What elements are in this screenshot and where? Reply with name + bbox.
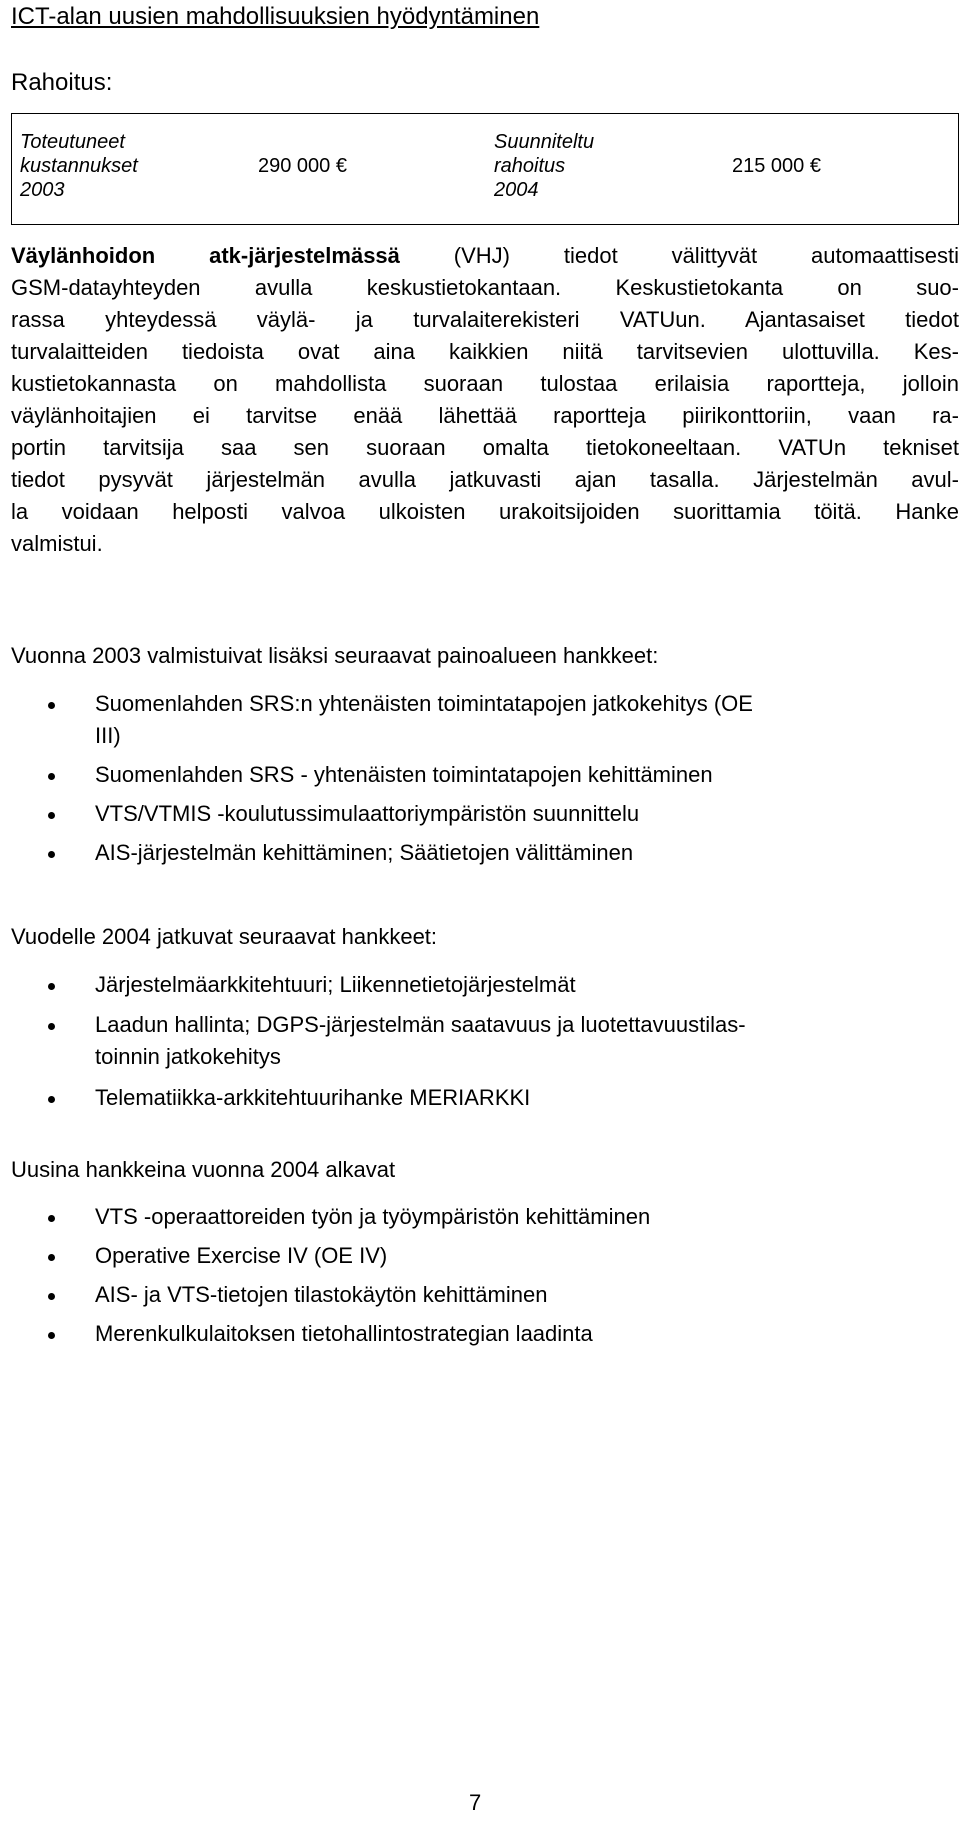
list-item: VTS/VTMIS -koulutussimulaattoriympäristön suunnittelu: [11, 798, 959, 830]
planned-funding-value: 215 000 €: [732, 155, 821, 177]
list-item: AIS- ja VTS-tietojen tilastokäytön kehittäminen: [11, 1279, 959, 1311]
bullet-icon: [48, 1215, 55, 1222]
paragraph-line: tiedot pysyvät järjestelmän avulla jatkuvasti ajan tasalla. Järjestelmän avul-: [11, 467, 959, 492]
section-2004-continue-list: [11, 969, 959, 1114]
list-item: Suomenlahden SRS:n yhtenäisten toimintatapojen jatkokehitys (OE III): [11, 688, 959, 752]
bullet-icon: [48, 702, 55, 709]
list-item: Järjestelmäarkkitehtuuri; Liikennetietojärjestelmät: [11, 969, 959, 1001]
paragraph-line: valmistui.: [11, 531, 103, 556]
section-2003-heading: Vuonna 2003 valmistuivat lisäksi seuraavat painoalueen hankkeet:: [11, 643, 659, 668]
list-item: VTS -operaattoreiden työn ja työympäristön kehittäminen: [11, 1201, 959, 1233]
paragraph-line: GSM-datayhteyden avulla keskustietokantaan. Keskustietokanta on suo-: [11, 275, 959, 300]
vhj-paragraph: [11, 240, 959, 560]
paragraph-line: kustietokannasta on mahdollista suoraan tulostaa erilaisia raportteja, jolloin: [11, 371, 959, 396]
paragraph-line: turvalaitteiden tiedoista ovat aina kaikkien niitä tarvitsevien ulottuvilla. Kes-: [11, 339, 959, 364]
realized-costs-label: Toteutuneet kustannukset 2003: [20, 131, 138, 201]
section-2004-new-list: [11, 1201, 959, 1350]
bullet-icon: [48, 773, 55, 780]
paragraph-line: rassa yhteydessä väylä- ja turvalaiterekisteri VATUun. Ajantasaiset tiedot: [11, 307, 959, 332]
planned-funding-label: Suunniteltu rahoitus 2004: [494, 131, 595, 201]
section-2004-continue-heading: Vuodelle 2004 jatkuvat seuraavat hankkeet:: [11, 924, 438, 949]
paragraph-line: väylänhoitajien ei tarvitse enää lähettää raportteja piirikonttoriin, vaan ra-: [11, 403, 959, 428]
list-item: Laadun hallinta; DGPS-järjestelmän saatavuus ja luotettavuustilas- toinnin jatkokehitys: [11, 1009, 959, 1073]
page-number: 7: [469, 1790, 482, 1815]
funding-table: [11, 113, 959, 225]
list-item: AIS-järjestelmän kehittäminen; Säätietojen välittäminen: [11, 837, 959, 869]
bullet-icon: [48, 851, 55, 858]
realized-costs-value: 290 000 €: [258, 155, 347, 177]
bullet-icon: [48, 1096, 55, 1103]
bullet-icon: [48, 812, 55, 819]
section-2004-new-heading: Uusina hankkeina vuonna 2004 alkavat: [11, 1157, 396, 1182]
bullet-icon: [48, 1293, 55, 1300]
paragraph-line: portin tarvitsija saa sen suoraan omalta tietokoneeltaan. VATUn tekniset: [11, 435, 959, 460]
bullet-icon: [48, 983, 55, 990]
paragraph-line: Väylänhoidon atk-järjestelmässä (VHJ) tiedot välittyvät automaattisesti: [11, 243, 959, 268]
bullet-icon: [48, 1332, 55, 1339]
list-item: Merenkulkulaitoksen tietohallintostrategian laadinta: [11, 1318, 959, 1350]
list-item: Suomenlahden SRS - yhtenäisten toimintatapojen kehittäminen: [11, 759, 959, 791]
bullet-icon: [48, 1023, 55, 1030]
bullet-icon: [48, 1254, 55, 1261]
funding-label: Rahoitus:: [11, 69, 113, 96]
list-item: Telematiikka-arkkitehtuurihanke MERIARKKI: [11, 1082, 959, 1114]
paragraph-line: la voidaan helposti valvoa ulkoisten urakoitsijoiden suorittamia töitä. Hanke: [11, 499, 959, 524]
list-item: Operative Exercise IV (OE IV): [11, 1240, 959, 1272]
paragraph-bold-lead: Väylänhoidon atk-järjestelmässä: [11, 243, 400, 268]
page-title: ICT-alan uusien mahdollisuuksien hyödyntäminen: [11, 3, 540, 30]
section-2003-list: [11, 688, 959, 869]
